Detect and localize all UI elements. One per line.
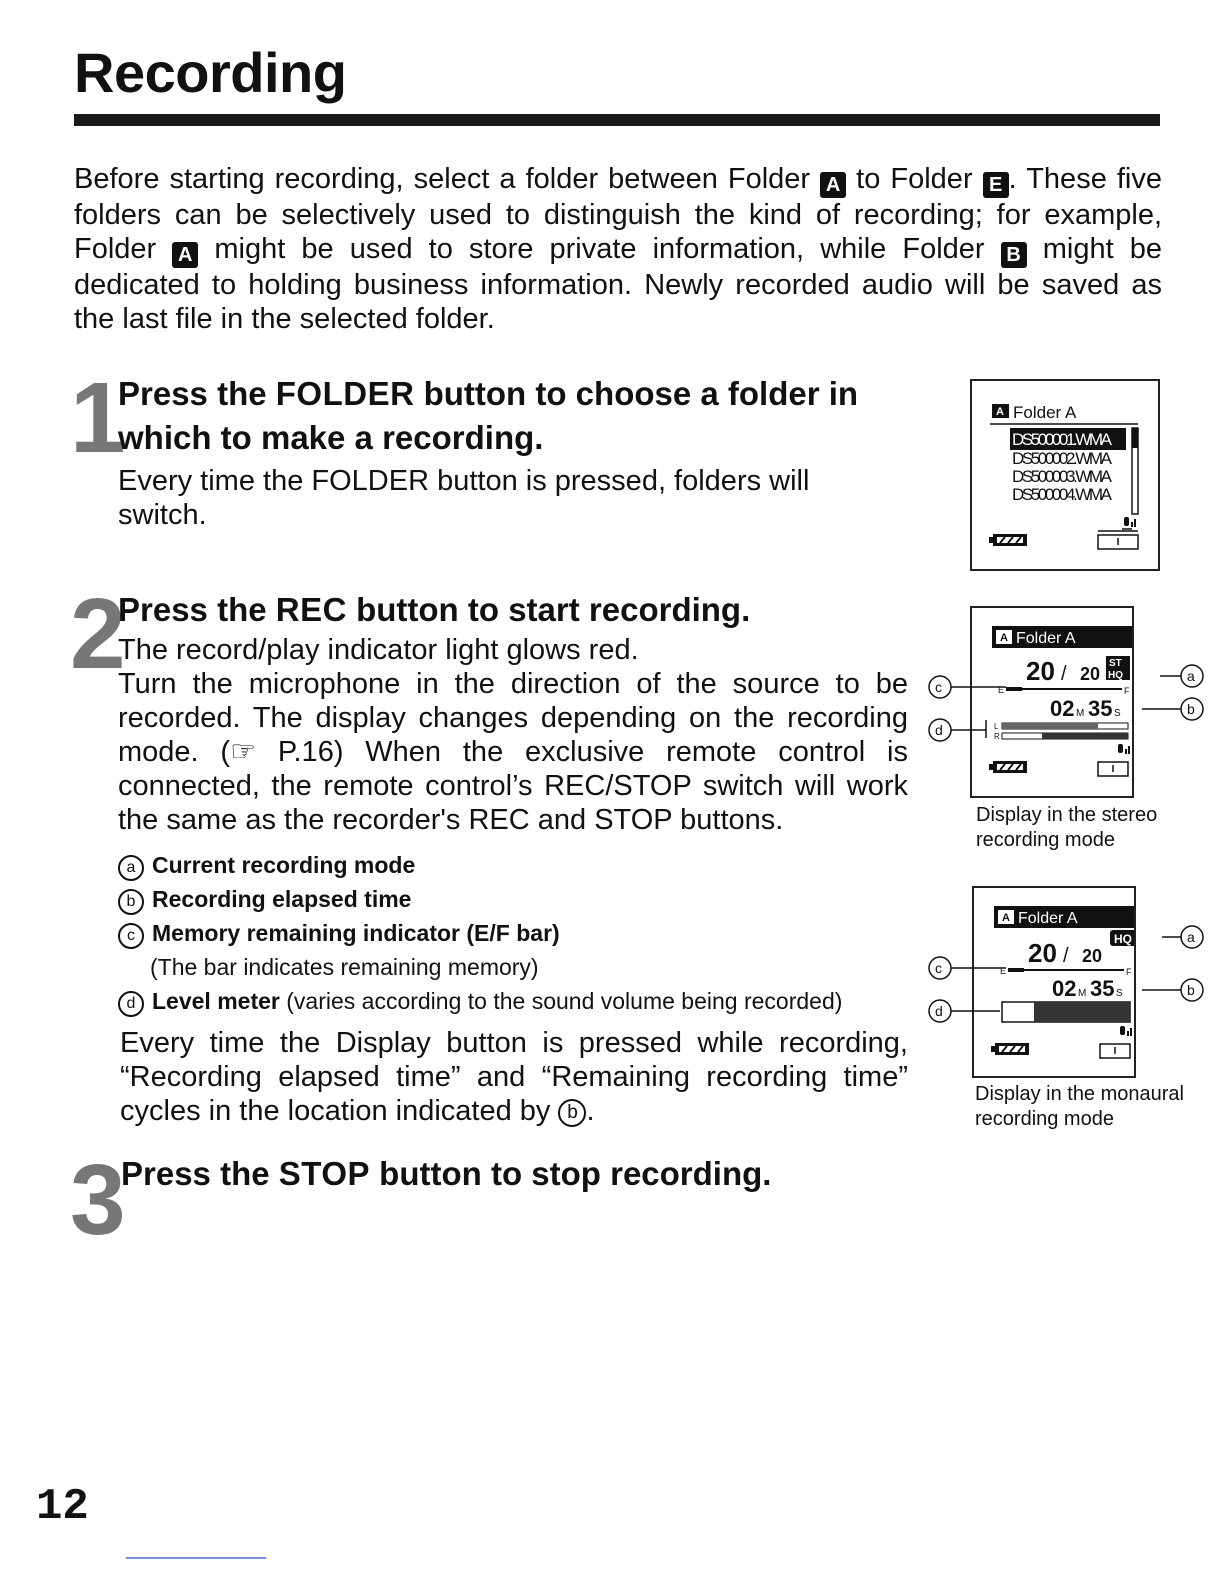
step-2-head-post: button to start recording. (346, 591, 751, 628)
step-2-body-1: The record/play indicator light glows red. (118, 634, 639, 666)
display-note-text: Every time the Display button is pressed while recording, “Recording elapsed time” and “Remaining recording time” cycles in the location indicated by (120, 1027, 908, 1127)
intro-text-5: might be dedicated to holding business information. Newly recorded audio will be saved as the last file in the selected folder. (74, 233, 1162, 335)
intro-text-3: . These five folders can be selectively used to distinguish the kind of recording; for example, Folder (74, 163, 1162, 265)
battery-icon (989, 761, 1027, 773)
step-number-3: 3 (70, 1144, 126, 1256)
display2-ch-r: R (994, 732, 1000, 741)
marker-c: c (118, 923, 144, 949)
display1-file-1: DS500001.WMA (1012, 430, 1112, 449)
legend-c-note: (The bar indicates remaining memory) (150, 954, 539, 980)
display-note-end: . (586, 1095, 595, 1127)
callout-b-label: b (1187, 982, 1195, 998)
step-3-keyword: STOP (278, 1155, 371, 1192)
display3-unit-s: S (1116, 988, 1123, 999)
display3-time-sec: 35 (1090, 976, 1115, 1001)
display3-mode-hq: HQ (1114, 932, 1132, 946)
display3-unit-m: M (1078, 988, 1087, 999)
battery-icon (989, 534, 1027, 546)
display2-mode-hq: HQ (1108, 670, 1123, 681)
folder-a-icon-letter: A (996, 406, 1004, 418)
step-1-heading (118, 372, 918, 460)
step-1-head-pre: Press the (118, 375, 276, 412)
step-number-1: 1 (70, 362, 126, 474)
display-folder-list (970, 379, 1160, 571)
callout-d-label: d (935, 722, 943, 738)
step-1-head-post: button to choose a folder in which to make a recording. (118, 375, 859, 456)
callout-a-label: a (1187, 668, 1195, 684)
intro-text-2: to Folder (846, 163, 983, 195)
folder-a-icon-letter: A (1002, 912, 1010, 924)
display1-scroll-thumb (1132, 428, 1138, 448)
display2-unit-s: S (1114, 708, 1121, 719)
card-icon (1098, 762, 1128, 776)
step-2-body-2: Turn the microphone in the direction of the source to be recorded. The display changes depending on the recording mode. (☞ P.16) When the exclusive remote control is connected, the remote control’s REC/STOP switch will work the same as the recorder's REC and STOP buttons. (118, 668, 908, 836)
marker-b-inline: b (558, 1099, 586, 1127)
page-title: Recording (74, 41, 347, 104)
step-3-head-post: button to stop recording. (370, 1155, 772, 1192)
legend-item-d (118, 984, 918, 1018)
folder-b-icon: B (1001, 242, 1027, 268)
folder-a-icon: A (820, 172, 846, 198)
card-icon (1098, 531, 1138, 549)
page-number: 12 (36, 1482, 89, 1532)
step-2-keyword: REC (275, 591, 347, 628)
intro-paragraph (74, 162, 1162, 336)
legend-d-note: (varies according to the sound volume being recorded) (279, 988, 843, 1014)
legend-c-label: Memory remaining indicator (E/F bar) (152, 920, 560, 946)
display3-ef-e: E (1000, 966, 1007, 976)
legend-item-a (118, 848, 918, 882)
display2-mode-st: ST (1109, 658, 1122, 669)
display2-slash: / (1061, 663, 1067, 685)
mic-level-icon (1122, 517, 1136, 529)
marker-d: d (118, 991, 144, 1017)
legend-a-label: Current recording mode (152, 852, 416, 878)
intro-text-4: might be used to store private information, while Folder (198, 233, 1001, 265)
callout-c-label: c (935, 960, 942, 976)
card-icon (1100, 1044, 1130, 1058)
callout-b-label: b (1187, 701, 1195, 717)
display2-ef-e: E (998, 685, 1005, 695)
display2-counter-total: 20 (1080, 664, 1101, 684)
footer-rule (126, 1557, 266, 1559)
display1-folder-label: Folder A (1013, 403, 1077, 422)
step-1-keyword: FOLDER (275, 375, 415, 412)
display3-ef-f: F (1126, 967, 1132, 977)
intro-text-1: Before starting recording, select a folder between Folder (74, 163, 821, 195)
display2-caption: Display in the stereo recording mode (976, 804, 1158, 851)
display3-caption: Display in the monaural recording mode (975, 1083, 1184, 1130)
step-3-heading (121, 1152, 921, 1196)
marker-b: b (118, 889, 144, 915)
display1-file-2: DS500002.WMA (1012, 449, 1112, 468)
display2-counter: 20 (1026, 656, 1055, 686)
display2-unit-m: M (1076, 708, 1085, 719)
folder-a-icon-letter: A (1000, 632, 1008, 644)
folder-a-icon: A (172, 242, 198, 268)
title-rule (74, 114, 1160, 126)
display1-file-3: DS500003.WMA (1012, 467, 1112, 486)
display2-ef-f: F (1124, 686, 1130, 696)
step-2-head-pre: Press the (118, 591, 276, 628)
display-folder-list-screen (972, 381, 1158, 569)
marker-a: a (118, 855, 144, 881)
display2-folder-label: Folder A (1016, 630, 1076, 647)
display2-ch-l: L (994, 722, 999, 731)
legend-b-label: Recording elapsed time (152, 886, 412, 912)
step-1-body: Every time the FOLDER button is pressed, folders will switch. (118, 465, 810, 531)
legend-item-c (118, 916, 918, 950)
display3-counter: 20 (1028, 938, 1057, 968)
step-3-head-pre: Press the (121, 1155, 279, 1192)
legend-item-b (118, 882, 918, 916)
display3-folder-label: Folder A (1018, 910, 1078, 927)
legend-d-label: Level meter (152, 988, 280, 1014)
callout-c-label: c (935, 679, 942, 695)
display3-counter-total: 20 (1082, 946, 1103, 966)
display3-callouts (926, 920, 1216, 1030)
step-2-heading (118, 588, 918, 632)
step-number-2: 2 (70, 578, 126, 690)
display-button-note (120, 1026, 908, 1128)
display2-time-min: 02 (1050, 696, 1075, 721)
battery-icon (991, 1043, 1029, 1055)
legend-list (118, 848, 918, 1018)
folder-e-icon: E (983, 172, 1009, 198)
display2-callouts (926, 650, 1216, 750)
callout-a-label: a (1187, 929, 1195, 945)
display2-time-sec: 35 (1088, 696, 1113, 721)
display3-time-min: 02 (1052, 976, 1077, 1001)
display3-slash: / (1063, 945, 1069, 967)
display1-file-4: DS500004.WMA (1012, 485, 1112, 504)
callout-d-label: d (935, 1003, 943, 1019)
